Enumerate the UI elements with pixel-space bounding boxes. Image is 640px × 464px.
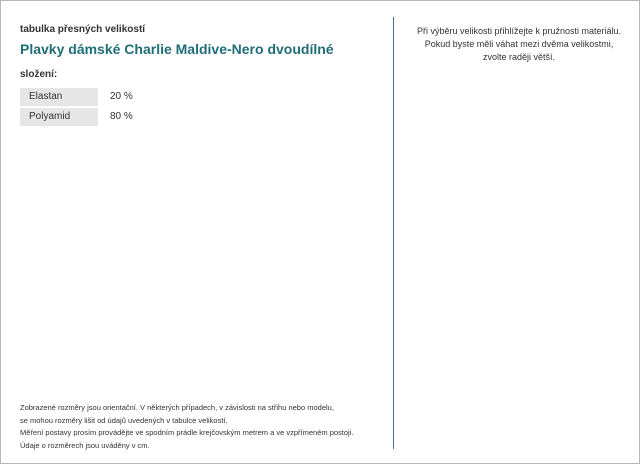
advice-line: zvolte raději větší. xyxy=(482,52,556,62)
composition-table xyxy=(20,88,170,128)
note-line: se mohou rozměry lišit od údajů uvedených v tabulce velikostí. xyxy=(20,415,228,425)
note-line: Údaje o rozměrech jsou uváděny v cm. xyxy=(20,440,150,450)
advice-line: Pokud byste měli váhat mezi dvěma velikostmi, xyxy=(424,39,614,49)
material-percent: 20 % xyxy=(98,88,170,107)
note-line: Měření postavy prosím provádějte ve spodním prádle krejčovským metrem a ve vzpřímeném postoji. xyxy=(20,428,354,437)
material-name: Elastan xyxy=(20,88,98,107)
table-row xyxy=(20,88,170,107)
column-divider xyxy=(393,17,394,449)
note-line: Zobrazené rozměry jsou orientační. V některých případech, v závislosti na střihu nebo modelu, xyxy=(20,403,334,412)
table-row xyxy=(20,107,170,127)
material-percent: 80 % xyxy=(98,107,170,127)
composition-label: složení: xyxy=(20,69,58,80)
sizing-advice xyxy=(408,25,630,64)
product-title: Plavky dámské Charlie Maldive-Nero dvoudílné xyxy=(20,41,334,57)
product-info xyxy=(20,24,380,128)
chart-subtitle: tabulka přesných velikostí xyxy=(20,24,146,35)
measurement-notes xyxy=(20,402,390,452)
advice-line: Při výběru velikosti přihlížejte k pružnosti materiálu. xyxy=(416,26,622,36)
material-name: Polyamid xyxy=(20,107,98,127)
